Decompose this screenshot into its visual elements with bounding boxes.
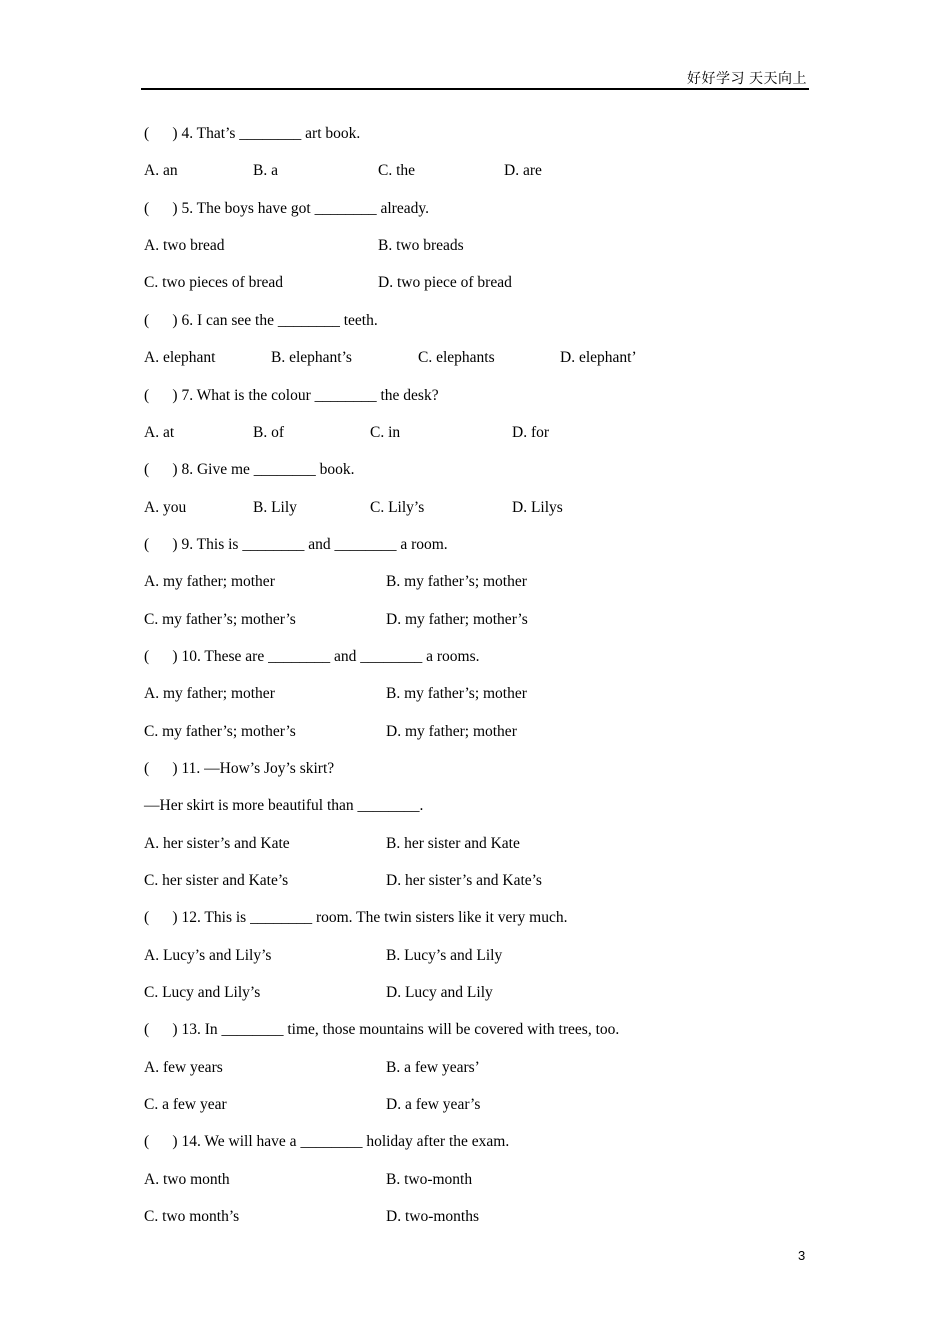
options-row [144, 871, 542, 891]
option-b: B. Lucy’s and Lily [386, 947, 503, 964]
option-c: C. two month’s [144, 1208, 240, 1225]
option-d: D. my father; mother [386, 723, 517, 740]
options-row [144, 423, 550, 443]
option-d: D. are [504, 162, 542, 179]
option-a: A. elephant [144, 349, 216, 366]
options-row [144, 684, 527, 704]
options-row [144, 273, 512, 293]
option-d: D. her sister’s and Kate’s [386, 872, 542, 889]
option-d: D. elephant’ [560, 349, 637, 366]
option-b: B. two breads [378, 237, 464, 254]
options-row [144, 983, 493, 1003]
option-a: A. two bread [144, 237, 225, 254]
option-a: A. my father; mother [144, 685, 275, 702]
option-a: A. Lucy’s and Lily’s [144, 947, 272, 964]
options-row [144, 572, 527, 592]
question-stem: ( ) 14. We will have a ________ holiday after the exam. [144, 1133, 510, 1150]
option-d: D. a few year’s [386, 1096, 481, 1113]
option-c: C. Lucy and Lily’s [144, 984, 261, 1001]
header-motto: 好好学习 天天向上 [687, 72, 807, 87]
option-c: C. my father’s; mother’s [144, 723, 296, 740]
options-row [144, 236, 464, 256]
option-b: B. elephant’s [271, 349, 352, 366]
option-c: C. two pieces of bread [144, 274, 284, 291]
option-b: B. of [253, 424, 284, 441]
question-stem: ( ) 13. In ________ time, those mountains will be covered with trees, too. [144, 1021, 620, 1038]
option-c: C. her sister and Kate’s [144, 872, 289, 889]
option-d: D. two-months [386, 1208, 479, 1225]
options-row [144, 946, 503, 966]
header-divider [141, 88, 809, 90]
option-a: A. an [144, 162, 178, 179]
option-c: C. my father’s; mother’s [144, 611, 296, 628]
option-a: A. two month [144, 1171, 230, 1188]
option-c: C. in [370, 424, 401, 441]
option-b: B. Lily [253, 499, 297, 516]
page-number: 3 [798, 1248, 806, 1263]
option-b: B. a [253, 162, 278, 179]
options-row [144, 498, 563, 518]
question-stem: ( ) 10. These are ________ and ________ a rooms. [144, 648, 480, 665]
question-stem: ( ) 4. That’s ________ art book. [144, 125, 361, 142]
options-row [144, 722, 517, 742]
options-row [144, 1058, 480, 1078]
question-stem: ( ) 8. Give me ________ book. [144, 461, 355, 478]
option-d: D. for [512, 424, 550, 441]
options-row [144, 348, 637, 368]
option-d: D. two piece of bread [378, 274, 512, 291]
option-a: A. you [144, 499, 187, 516]
option-b: B. a few years’ [386, 1059, 480, 1076]
option-a: A. my father; mother [144, 573, 275, 590]
options-row [144, 161, 542, 181]
option-d: D. Lilys [512, 499, 563, 516]
options-row [144, 610, 528, 630]
question-stem: ( ) 6. I can see the ________ teeth. [144, 312, 378, 329]
question-stem: ( ) 7. What is the colour ________ the desk? [144, 387, 439, 404]
option-d: D. my father; mother’s [386, 611, 528, 628]
options-row [144, 1095, 481, 1115]
question-stem: ( ) 11. —How’s Joy’s skirt? [144, 760, 335, 777]
option-c: C. Lily’s [370, 499, 425, 516]
option-c: C. elephants [418, 349, 495, 366]
option-b: B. my father’s; mother [386, 685, 527, 702]
option-b: B. my father’s; mother [386, 573, 527, 590]
option-c: C. a few year [144, 1096, 227, 1113]
question-stem-continued: —Her skirt is more beautiful than ________. [144, 797, 424, 814]
option-d: D. Lucy and Lily [386, 984, 493, 1001]
question-stem: ( ) 9. This is ________ and ________ a room. [144, 536, 448, 553]
question-stem: ( ) 5. The boys have got ________ already. [144, 200, 429, 217]
option-c: C. the [378, 162, 416, 179]
options-row [144, 1207, 479, 1227]
options-row [144, 834, 520, 854]
option-a: A. at [144, 424, 175, 441]
options-row [144, 1170, 473, 1190]
option-a: A. few years [144, 1059, 223, 1076]
question-stem: ( ) 12. This is ________ room. The twin sisters like it very much. [144, 909, 568, 926]
option-b: B. her sister and Kate [386, 835, 520, 852]
option-b: B. two-month [386, 1171, 473, 1188]
option-a: A. her sister’s and Kate [144, 835, 290, 852]
